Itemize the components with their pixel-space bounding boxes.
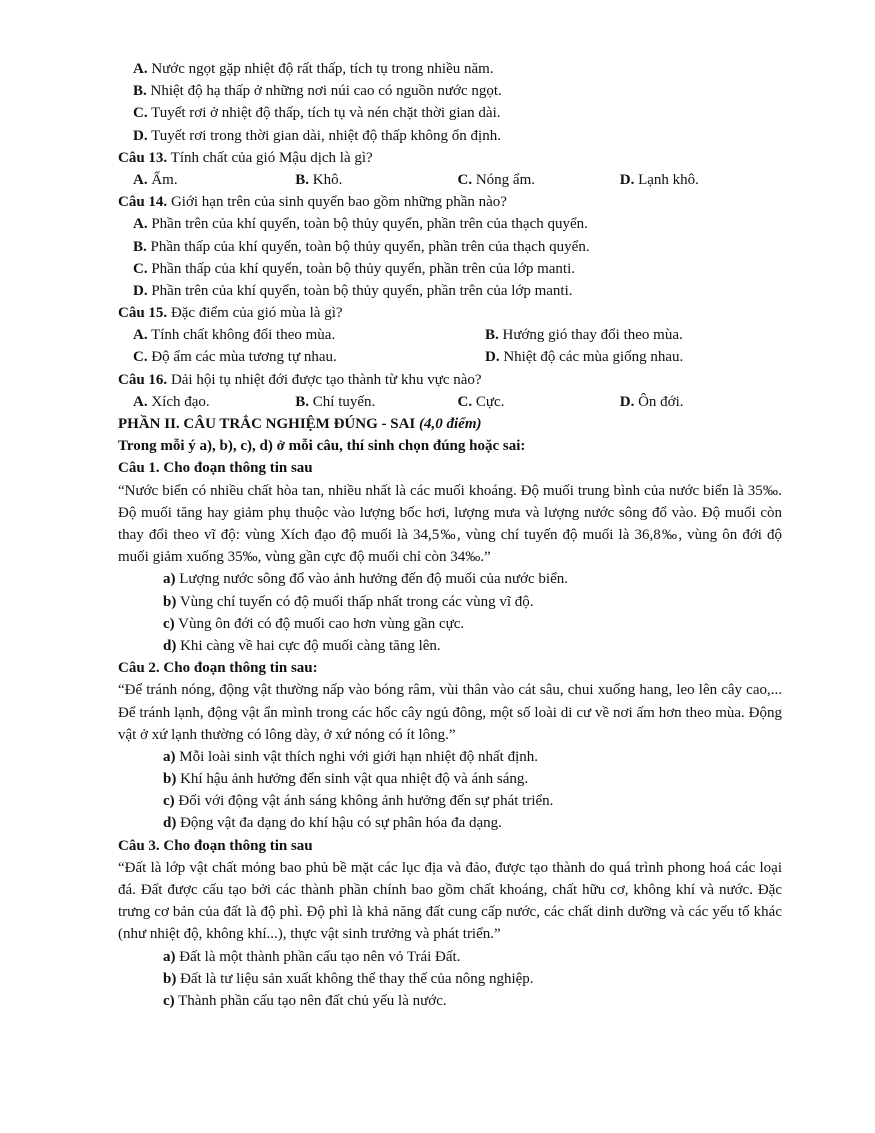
tf1-item-b: b) Vùng chí tuyến có độ muối thấp nhất trong các vùng vĩ độ. — [163, 593, 534, 610]
q15-option-c: C. Độ ẩm các mùa tương tự nhau. — [133, 349, 337, 366]
q15-stem: Câu 15. Đặc điểm của gió mùa là gì? — [118, 305, 343, 322]
q12-option-b: B. Nhiệt độ hạ thấp ở những nơi núi cao có nguồn nước ngọt. — [133, 83, 502, 100]
q14-option-a: A. Phần trên của khí quyển, toàn bộ thủy quyển, phần trên của thạch quyển. — [133, 216, 588, 233]
q13-option-d: D. Lạnh khô. — [619, 171, 699, 188]
part2-instruction: Trong mỗi ý a), b), c), d) ở mỗi câu, thí sinh chọn đúng hoặc sai: — [118, 438, 526, 455]
exam-page — [118, 58, 782, 1012]
tf2-item-b: b) Khí hậu ảnh hưởng đến sinh vật qua nhiệt độ và ánh sáng. — [163, 771, 529, 788]
q12-option-d: D. Tuyết rơi trong thời gian dài, nhiệt độ thấp không ổn định. — [133, 127, 501, 144]
tf2-heading: Câu 2. Cho đoạn thông tin sau: — [118, 660, 318, 677]
q13-option-b: B. Khô. — [295, 171, 343, 188]
tf3-item-a: a) Đất là một thành phần cấu tạo nên vỏ Trái Đất. — [163, 948, 461, 965]
tf1-heading: Câu 1. Cho đoạn thông tin sau — [118, 460, 313, 477]
tf2-item-d: d) Động vật đa dạng do khí hậu có sự phân hóa đa dạng. — [163, 815, 502, 832]
tf2-item-c: c) Đối với động vật ánh sáng không ảnh hưởng đến sự phát triển. — [163, 793, 554, 810]
q13-options — [118, 169, 782, 191]
q15-option-d: D. Nhiệt độ các mùa giống nhau. — [485, 349, 684, 366]
part2-title: PHẦN II. CÂU TRẮC NGHIỆM ĐÚNG - SAI (4,0 điểm) — [118, 416, 482, 432]
q16-option-c: C. Cực. — [457, 393, 505, 410]
tf1-item-d: d) Khi càng về hai cực độ muối càng tăng lên. — [163, 637, 441, 654]
tf1-item-c: c) Vùng ôn đới có độ muối cao hơn vùng gần cực. — [163, 615, 465, 632]
tf1-item-a: a) Lượng nước sông đổ vào ảnh hưởng đến độ muối của nước biển. — [163, 571, 569, 588]
q16-option-d: D. Ôn đới. — [619, 393, 684, 410]
tf1-passage: “Nước biển có nhiều chất hòa tan, nhiều nhất là các muối khoáng. Độ muối trung bình của nước biển là 35‰. Độ muối tăng hay giảm phụ thuộc vào lượng bốc hơi, lượng mưa và lượng nước sông đổ vào. Độ muối còn thay đổi theo vĩ độ: vùng Xích đạo độ muối là 34,5‰, vùng chí tuyến độ muối là 36,8‰, vùng ôn đới độ muối giảm xuống 35‰, vùng gần cực độ muối chỉ còn 34‰.” — [118, 482, 782, 566]
tf3-item-c: c) Thành phần cấu tạo nên đất chủ yếu là nước. — [163, 993, 447, 1010]
q12-options — [118, 58, 782, 147]
q14-option-c: C. Phần thấp của khí quyển, toàn bộ thủy quyển, phần trên của lớp manti. — [133, 260, 576, 277]
q15-option-a: A. Tính chất không đổi theo mùa. — [133, 327, 336, 344]
q14-option-b: B. Phần thấp của khí quyển, toàn bộ thủy quyển, phần trên của thạch quyển. — [133, 238, 590, 255]
tf3-item-b: b) Đất là tư liệu sản xuất không thể thay thế của nông nghiệp. — [163, 970, 534, 987]
q16-options — [118, 391, 782, 413]
tf3-heading: Câu 3. Cho đoạn thông tin sau — [118, 837, 313, 854]
q14-stem: Câu 14. Giới hạn trên của sinh quyển bao gồm những phần nào? — [118, 194, 507, 211]
tf3-passage: “Đất là lớp vật chất mỏng bao phủ bề mặt các lục địa và đảo, được tạo thành do quá trình phong hoá các loại đá. Đất được cấu tạo bởi các thành phần chính bao gồm chất khoáng, chất hữu cơ, không khí và nước. Đặc trưng cơ bản của đất là độ phì. Độ phì là khả năng đất cung cấp nước, các chất dinh dưỡng và các yếu tố khác (như nhiệt độ, không khí...), thực vật sinh trưởng và phát triển.” — [118, 859, 782, 943]
q16-option-b: B. Chí tuyến. — [295, 393, 376, 410]
q13-stem: Câu 13. Tính chất của gió Mậu dịch là gì? — [118, 149, 373, 166]
q14-option-d: D. Phần trên của khí quyển, toàn bộ thủy quyển, phần trên của lớp manti. — [133, 282, 573, 299]
q16-option-a: A. Xích đạo. — [133, 393, 210, 410]
q15-options-row-2 — [118, 346, 782, 368]
q13-option-c: C. Nóng ẩm. — [457, 171, 536, 188]
tf2-item-a: a) Mỗi loài sinh vật thích nghi với giới hạn nhiệt độ nhất định. — [163, 748, 538, 765]
q13-option-a: A. Ẩm. — [133, 171, 178, 188]
q12-option-c: C. Tuyết rơi ở nhiệt độ thấp, tích tụ và nén chặt thời gian dài. — [133, 105, 501, 122]
tf2-passage: “Để tránh nóng, động vật thường nấp vào bóng râm, vùi thân vào cát sâu, chui xuống hang, leo lên cây cao,... Để tránh lạnh, động vật ẩn mình trong các hốc cây ngủ đông, một số loài di cư về nơi ấm hơn theo mùa. Động vật ở xứ lạnh thường có lông dày, ở xứ nóng có ít lông.” — [118, 682, 782, 743]
q12-option-a: A. Nước ngọt gặp nhiệt độ rất thấp, tích tụ trong nhiều năm. — [133, 61, 494, 77]
q16-stem: Câu 16. Dải hội tụ nhiệt đới được tạo thành từ khu vực nào? — [118, 371, 482, 388]
q15-options-row-1 — [118, 324, 782, 346]
q15-option-b: B. Hướng gió thay đổi theo mùa. — [485, 327, 683, 344]
